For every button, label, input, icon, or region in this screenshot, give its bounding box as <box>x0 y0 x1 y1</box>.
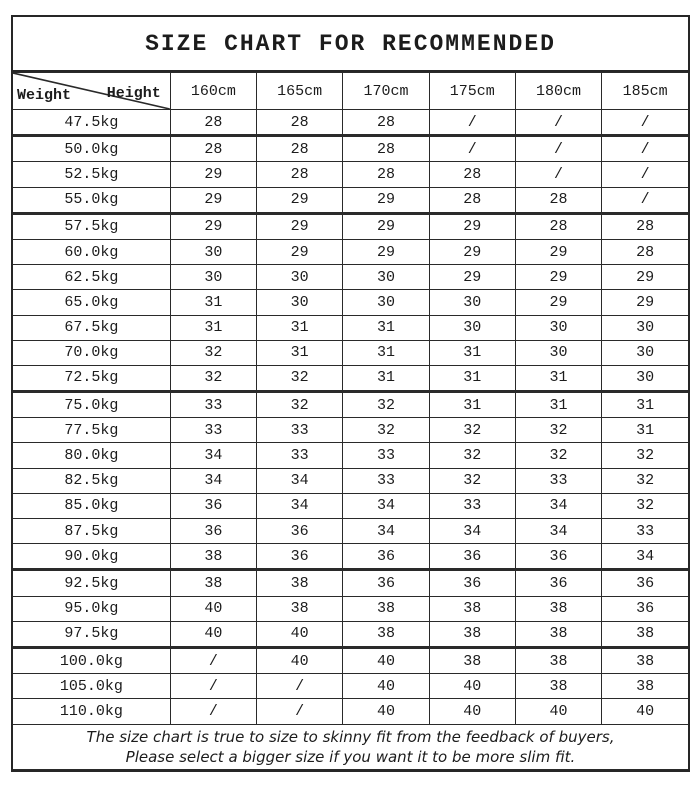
size-cell: 29 <box>170 213 256 239</box>
size-cell: 31 <box>515 365 601 391</box>
size-cell: 28 <box>257 136 343 162</box>
size-cell: 40 <box>170 596 256 621</box>
size-cell: 31 <box>257 340 343 365</box>
size-cell: / <box>602 187 688 213</box>
size-cell: 29 <box>602 290 688 315</box>
size-cell: 40 <box>343 674 429 699</box>
weight-cell: 57.5kg <box>13 213 170 239</box>
column-header-160cm: 160cm <box>170 73 256 110</box>
size-cell: / <box>602 110 688 136</box>
table-row <box>13 315 688 340</box>
size-cell: 32 <box>602 468 688 493</box>
size-cell: 33 <box>257 443 343 468</box>
size-cell: 28 <box>343 162 429 187</box>
size-cell: 29 <box>170 187 256 213</box>
table-row <box>13 493 688 518</box>
weight-cell: 70.0kg <box>13 340 170 365</box>
size-cell: 40 <box>170 621 256 647</box>
size-cell: 29 <box>257 239 343 264</box>
size-cell: 36 <box>257 519 343 544</box>
weight-cell: 62.5kg <box>13 265 170 290</box>
weight-cell: 100.0kg <box>13 647 170 673</box>
size-cell: 36 <box>343 544 429 570</box>
size-cell: 36 <box>170 519 256 544</box>
size-cell: 34 <box>257 493 343 518</box>
size-cell: / <box>170 647 256 673</box>
size-cell: 38 <box>515 674 601 699</box>
size-cell: 32 <box>170 340 256 365</box>
size-cell: / <box>429 136 515 162</box>
size-cell: 31 <box>170 290 256 315</box>
weight-cell: 110.0kg <box>13 699 170 724</box>
size-cell: 38 <box>343 621 429 647</box>
size-cell: 28 <box>257 110 343 136</box>
table-row <box>13 162 688 187</box>
size-cell: / <box>515 162 601 187</box>
size-cell: 28 <box>343 136 429 162</box>
table-row <box>13 699 688 724</box>
weight-cell: 87.5kg <box>13 519 170 544</box>
size-cell: 32 <box>515 443 601 468</box>
size-cell: 40 <box>602 699 688 724</box>
size-cell: 34 <box>429 519 515 544</box>
size-cell: 30 <box>429 315 515 340</box>
size-cell: 31 <box>515 392 601 418</box>
size-cell: 32 <box>343 418 429 443</box>
size-cell: 29 <box>429 239 515 264</box>
size-cell: 28 <box>429 162 515 187</box>
size-cell: 31 <box>429 392 515 418</box>
size-cell: 28 <box>429 187 515 213</box>
size-cell: 38 <box>515 647 601 673</box>
size-cell: 29 <box>257 213 343 239</box>
size-cell: 36 <box>515 544 601 570</box>
size-cell: 40 <box>257 647 343 673</box>
weight-cell: 77.5kg <box>13 418 170 443</box>
size-cell: 31 <box>429 365 515 391</box>
size-cell: 30 <box>343 265 429 290</box>
size-cell: 36 <box>515 570 601 596</box>
table-row <box>13 290 688 315</box>
size-cell: / <box>515 136 601 162</box>
size-cell: 29 <box>515 239 601 264</box>
table-row <box>13 392 688 418</box>
weight-cell: 52.5kg <box>13 162 170 187</box>
size-cell: 29 <box>343 239 429 264</box>
table-row <box>13 468 688 493</box>
size-cell: 33 <box>170 392 256 418</box>
size-cell: 30 <box>343 290 429 315</box>
size-table <box>13 72 688 770</box>
size-cell: 32 <box>343 392 429 418</box>
size-cell: 40 <box>515 699 601 724</box>
weight-cell: 85.0kg <box>13 493 170 518</box>
size-cell: / <box>257 699 343 724</box>
column-header-180cm: 180cm <box>515 73 601 110</box>
size-cell: 32 <box>170 365 256 391</box>
size-cell: 29 <box>515 265 601 290</box>
footer-note-line-2: Please select a bigger size if you want it to be more slim fit. <box>125 747 576 766</box>
size-cell: 29 <box>429 213 515 239</box>
corner-cell <box>13 73 170 110</box>
table-row <box>13 187 688 213</box>
size-cell: 32 <box>515 418 601 443</box>
weight-cell: 97.5kg <box>13 621 170 647</box>
size-cell: 30 <box>170 265 256 290</box>
size-cell: 36 <box>343 570 429 596</box>
size-cell: 31 <box>343 340 429 365</box>
table-row <box>13 110 688 136</box>
size-cell: 33 <box>257 418 343 443</box>
size-cell: 30 <box>257 290 343 315</box>
table-row <box>13 239 688 264</box>
size-cell: 34 <box>343 493 429 518</box>
size-cell: 29 <box>429 265 515 290</box>
size-cell: 34 <box>515 493 601 518</box>
size-cell: 30 <box>602 365 688 391</box>
table-row <box>13 443 688 468</box>
size-cell: 30 <box>515 340 601 365</box>
column-header-185cm: 185cm <box>602 73 688 110</box>
weight-cell: 75.0kg <box>13 392 170 418</box>
size-cell: 38 <box>257 596 343 621</box>
weight-cell: 67.5kg <box>13 315 170 340</box>
weight-cell: 72.5kg <box>13 365 170 391</box>
weight-cell: 82.5kg <box>13 468 170 493</box>
page-title: SIZE CHART FOR RECOMMENDED <box>13 17 688 72</box>
table-row <box>13 621 688 647</box>
size-cell: 31 <box>429 340 515 365</box>
size-cell: / <box>257 674 343 699</box>
size-cell: 29 <box>257 187 343 213</box>
size-cell: 36 <box>429 544 515 570</box>
size-cell: 38 <box>429 647 515 673</box>
table-row <box>13 418 688 443</box>
size-cell: 38 <box>343 596 429 621</box>
weight-cell: 105.0kg <box>13 674 170 699</box>
size-cell: 36 <box>602 570 688 596</box>
size-table-body <box>13 110 688 725</box>
size-cell: 38 <box>602 621 688 647</box>
size-cell: 28 <box>257 162 343 187</box>
size-cell: 38 <box>170 544 256 570</box>
size-cell: 38 <box>602 674 688 699</box>
table-row <box>13 647 688 673</box>
size-cell: 38 <box>429 596 515 621</box>
size-cell: 30 <box>170 239 256 264</box>
size-cell: 31 <box>602 418 688 443</box>
weight-cell: 47.5kg <box>13 110 170 136</box>
size-cell: 36 <box>257 544 343 570</box>
size-cell: 30 <box>429 290 515 315</box>
size-cell: / <box>429 110 515 136</box>
weight-axis-label: Weight <box>17 87 72 104</box>
size-cell: 30 <box>602 340 688 365</box>
weight-cell: 60.0kg <box>13 239 170 264</box>
size-cell: 28 <box>602 213 688 239</box>
size-cell: 38 <box>602 647 688 673</box>
size-cell: / <box>602 162 688 187</box>
table-row <box>13 340 688 365</box>
weight-cell: 92.5kg <box>13 570 170 596</box>
size-cell: 32 <box>602 443 688 468</box>
size-cell: 30 <box>602 315 688 340</box>
size-cell: 40 <box>429 674 515 699</box>
size-cell: 32 <box>257 392 343 418</box>
size-cell: 32 <box>602 493 688 518</box>
size-cell: 31 <box>170 315 256 340</box>
size-cell: 31 <box>257 315 343 340</box>
size-cell: 40 <box>257 621 343 647</box>
size-cell: 33 <box>343 443 429 468</box>
column-header-175cm: 175cm <box>429 73 515 110</box>
size-cell: 38 <box>429 621 515 647</box>
weight-cell: 65.0kg <box>13 290 170 315</box>
footer-note-line-1: The size chart is true to size to skinny fit from the feedback of buyers, <box>86 727 615 746</box>
size-cell: / <box>170 699 256 724</box>
size-cell: 28 <box>170 110 256 136</box>
size-cell: 33 <box>515 468 601 493</box>
size-cell: 29 <box>602 265 688 290</box>
size-cell: 36 <box>170 493 256 518</box>
size-cell: 40 <box>429 699 515 724</box>
size-cell: 28 <box>515 187 601 213</box>
size-cell: 34 <box>515 519 601 544</box>
weight-cell: 95.0kg <box>13 596 170 621</box>
size-cell: / <box>515 110 601 136</box>
size-chart <box>11 15 690 772</box>
size-cell: 29 <box>170 162 256 187</box>
header-row <box>13 73 688 110</box>
size-cell: 38 <box>515 621 601 647</box>
size-cell: 32 <box>257 365 343 391</box>
size-cell: 34 <box>170 443 256 468</box>
table-row <box>13 544 688 570</box>
size-cell: 34 <box>343 519 429 544</box>
size-cell: 33 <box>343 468 429 493</box>
size-cell: 40 <box>343 699 429 724</box>
footer-row <box>13 724 688 769</box>
size-cell: / <box>170 674 256 699</box>
size-cell: 28 <box>343 110 429 136</box>
size-cell: 40 <box>343 647 429 673</box>
size-cell: 28 <box>602 239 688 264</box>
column-header-170cm: 170cm <box>343 73 429 110</box>
size-cell: 34 <box>170 468 256 493</box>
size-cell: 38 <box>515 596 601 621</box>
size-cell: 33 <box>602 519 688 544</box>
size-cell: 29 <box>515 290 601 315</box>
weight-cell: 90.0kg <box>13 544 170 570</box>
size-cell: 38 <box>170 570 256 596</box>
size-cell: 30 <box>257 265 343 290</box>
size-cell: 29 <box>343 187 429 213</box>
size-cell: 38 <box>257 570 343 596</box>
weight-cell: 55.0kg <box>13 187 170 213</box>
size-cell: 33 <box>170 418 256 443</box>
size-cell: 32 <box>429 443 515 468</box>
size-cell: / <box>602 136 688 162</box>
height-axis-label: Height <box>106 85 161 102</box>
size-cell: 34 <box>602 544 688 570</box>
table-row <box>13 674 688 699</box>
size-cell: 31 <box>602 392 688 418</box>
weight-cell: 50.0kg <box>13 136 170 162</box>
size-cell: 34 <box>257 468 343 493</box>
size-cell: 33 <box>429 493 515 518</box>
size-cell: 31 <box>343 365 429 391</box>
table-row <box>13 365 688 391</box>
size-cell: 36 <box>602 596 688 621</box>
table-row <box>13 265 688 290</box>
footer-note <box>13 724 688 769</box>
size-cell: 31 <box>343 315 429 340</box>
weight-cell: 80.0kg <box>13 443 170 468</box>
table-row <box>13 213 688 239</box>
size-cell: 32 <box>429 468 515 493</box>
size-cell: 29 <box>343 213 429 239</box>
table-row <box>13 596 688 621</box>
table-row <box>13 519 688 544</box>
column-header-165cm: 165cm <box>257 73 343 110</box>
size-cell: 30 <box>515 315 601 340</box>
table-row <box>13 136 688 162</box>
size-cell: 32 <box>429 418 515 443</box>
size-cell: 28 <box>170 136 256 162</box>
size-cell: 36 <box>429 570 515 596</box>
table-row <box>13 570 688 596</box>
size-cell: 28 <box>515 213 601 239</box>
